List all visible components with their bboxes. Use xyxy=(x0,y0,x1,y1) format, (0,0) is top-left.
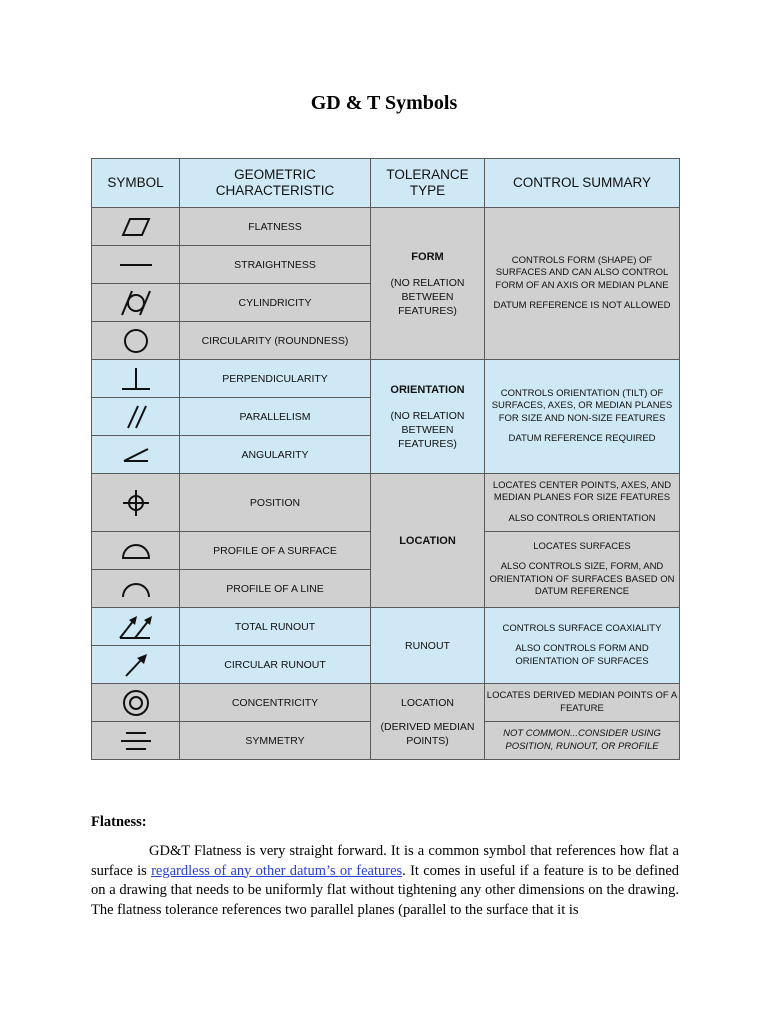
symbol-cell xyxy=(92,360,180,398)
symbol-cell xyxy=(92,246,180,284)
tolerance-location-derived-cell xyxy=(371,684,485,760)
header-tolerance-type xyxy=(371,159,485,208)
characteristic-cell: CIRCULARITY (ROUNDNESS) xyxy=(180,322,371,360)
summary-symmetry-text: NOT COMMON...CONSIDER USING POSITION, RUNOUT, OR PROFILE xyxy=(503,728,661,752)
symbol-cell xyxy=(92,646,180,684)
summary-symmetry-cell xyxy=(485,722,680,760)
summary-runout-text-2: ALSO CONTROLS FORM AND ORIENTATION OF SURFACES xyxy=(515,643,649,667)
symbol-cell xyxy=(92,570,180,608)
page-title: GD & T Symbols xyxy=(310,92,458,114)
characteristic-cell: FLATNESS xyxy=(180,208,371,246)
characteristic-cell: STRAIGHTNESS xyxy=(180,246,371,284)
position-icon xyxy=(116,487,156,519)
section-heading-flatness: Flatness: xyxy=(91,814,147,830)
header-control-summary: CONTROL SUMMARY xyxy=(485,159,680,208)
datum-features-link[interactable]: regardless of any other datum’s or features xyxy=(151,862,403,879)
table-row xyxy=(92,608,680,646)
characteristic-cell: CYLINDRICITY xyxy=(180,284,371,322)
profile-surface-icon xyxy=(116,537,156,565)
symbol-cell xyxy=(92,532,180,570)
characteristic-cell: TOTAL RUNOUT xyxy=(180,608,371,646)
tolerance-location-derived-note: (DERIVED MEDIAN POINTS) xyxy=(380,720,475,747)
tolerance-orientation-note: (NO RELATION BETWEEN FEATURES) xyxy=(390,409,465,450)
summary-position-cell xyxy=(485,474,680,532)
tolerance-form-name: FORM xyxy=(411,250,444,263)
summary-position-text-2: ALSO CONTROLS ORIENTATION xyxy=(508,512,656,524)
header-characteristic-line1: GEOMETRIC xyxy=(234,167,316,182)
summary-runout-text-1: CONTROLS SURFACE COAXIALITY xyxy=(502,622,662,634)
cylindricity-icon xyxy=(116,289,156,317)
tolerance-location-name: LOCATION xyxy=(399,534,456,547)
characteristic-cell: ANGULARITY xyxy=(180,436,371,474)
summary-runout-cell xyxy=(485,608,680,684)
symbol-cell xyxy=(92,474,180,532)
tolerance-form-cell xyxy=(371,208,485,360)
gdt-symbols-table xyxy=(91,158,680,760)
summary-position-text-1: LOCATES CENTER POINTS, AXES, AND MEDIAN PLANES FOR SIZE FEATURES xyxy=(492,479,672,504)
characteristic-cell: PROFILE OF A SURFACE xyxy=(180,532,371,570)
symmetry-icon xyxy=(116,727,156,755)
tolerance-orientation-cell xyxy=(371,360,485,474)
summary-form-cell xyxy=(485,208,680,360)
paragraph-text-end: . It comes in useful if a feature is to be defined on a drawing that needs to be uniformly flat without tightening any other dimensions on the drawing. The flatness tolerance references two parallel planes (parallel to the surface that it is xyxy=(91,862,680,918)
table-row xyxy=(92,208,680,246)
table-row xyxy=(92,360,680,398)
table-row xyxy=(92,474,680,532)
tolerance-orientation-name: ORIENTATION xyxy=(390,383,465,396)
concentricity-icon xyxy=(116,688,156,718)
header-tolerance-line1: TOLERANCE xyxy=(386,167,469,182)
perpendicularity-icon xyxy=(116,365,156,393)
summary-form-text-2: DATUM REFERENCE IS NOT ALLOWED xyxy=(493,300,671,311)
tolerance-runout-cell xyxy=(371,608,485,684)
characteristic-cell: PARALLELISM xyxy=(180,398,371,436)
table-row xyxy=(92,684,680,722)
straightness-icon xyxy=(116,253,156,277)
header-symbol: SYMBOL xyxy=(92,159,180,208)
summary-profile-text-1: LOCATES SURFACES xyxy=(533,540,631,552)
flatness-paragraph xyxy=(91,842,679,920)
summary-orientation-text-2: DATUM REFERENCE REQUIRED xyxy=(508,433,656,444)
summary-profile-cell xyxy=(485,532,680,608)
tolerance-runout-name: RUNOUT xyxy=(405,639,450,652)
summary-concentricity-cell: LOCATES DERIVED MEDIAN POINTS OF A FEATURE xyxy=(485,684,680,722)
flatness-icon xyxy=(116,215,156,239)
characteristic-cell: PROFILE OF A LINE xyxy=(180,570,371,608)
summary-orientation-text-1: CONTROLS ORIENTATION (TILT) OF SURFACES, AXES, OR MEDIAN PLANES FOR SIZE AND NON-SIZE FEATURES xyxy=(491,387,673,424)
tolerance-form-note: (NO RELATION BETWEEN FEATURES) xyxy=(390,276,465,317)
header-tolerance-line2: TYPE xyxy=(409,183,446,198)
circularity-icon xyxy=(116,327,156,355)
summary-profile-text-2: ALSO CONTROLS SIZE, FORM, AND ORIENTATION OF SURFACES BASED ON DATUM REFERENCE xyxy=(489,561,675,597)
characteristic-cell: SYMMETRY xyxy=(180,722,371,760)
circular-runout-icon xyxy=(116,650,156,680)
total-runout-icon xyxy=(114,612,158,642)
characteristic-cell: POSITION xyxy=(180,474,371,532)
characteristic-cell: CIRCULAR RUNOUT xyxy=(180,646,371,684)
symbol-cell xyxy=(92,208,180,246)
symbol-cell xyxy=(92,398,180,436)
angularity-icon xyxy=(116,441,156,469)
tolerance-location-derived-name: LOCATION xyxy=(401,696,454,709)
symbol-cell xyxy=(92,722,180,760)
symbol-cell xyxy=(92,322,180,360)
symbol-cell xyxy=(92,436,180,474)
header-characteristic-line2: CHARACTERISTIC xyxy=(215,183,335,198)
symbol-cell xyxy=(92,608,180,646)
symbol-cell xyxy=(92,284,180,322)
header-geometric-characteristic xyxy=(180,159,371,208)
characteristic-cell: PERPENDICULARITY xyxy=(180,360,371,398)
characteristic-cell: CONCENTRICITY xyxy=(180,684,371,722)
summary-form-text-1: CONTROLS FORM (SHAPE) OF SURFACES AND CAN ALSO CONTROL FORM OF AN AXIS OR MEDIAN PLANE xyxy=(495,254,669,291)
symbol-cell xyxy=(92,684,180,722)
tolerance-location-cell xyxy=(371,474,485,608)
parallelism-icon xyxy=(116,403,156,431)
table-header-row xyxy=(92,159,680,208)
summary-orientation-cell xyxy=(485,360,680,474)
paragraph-text-start: GD&T Flatness is very straight forward. It is a common symbol that references how flat a surface is xyxy=(91,843,679,879)
profile-line-icon xyxy=(116,575,156,603)
